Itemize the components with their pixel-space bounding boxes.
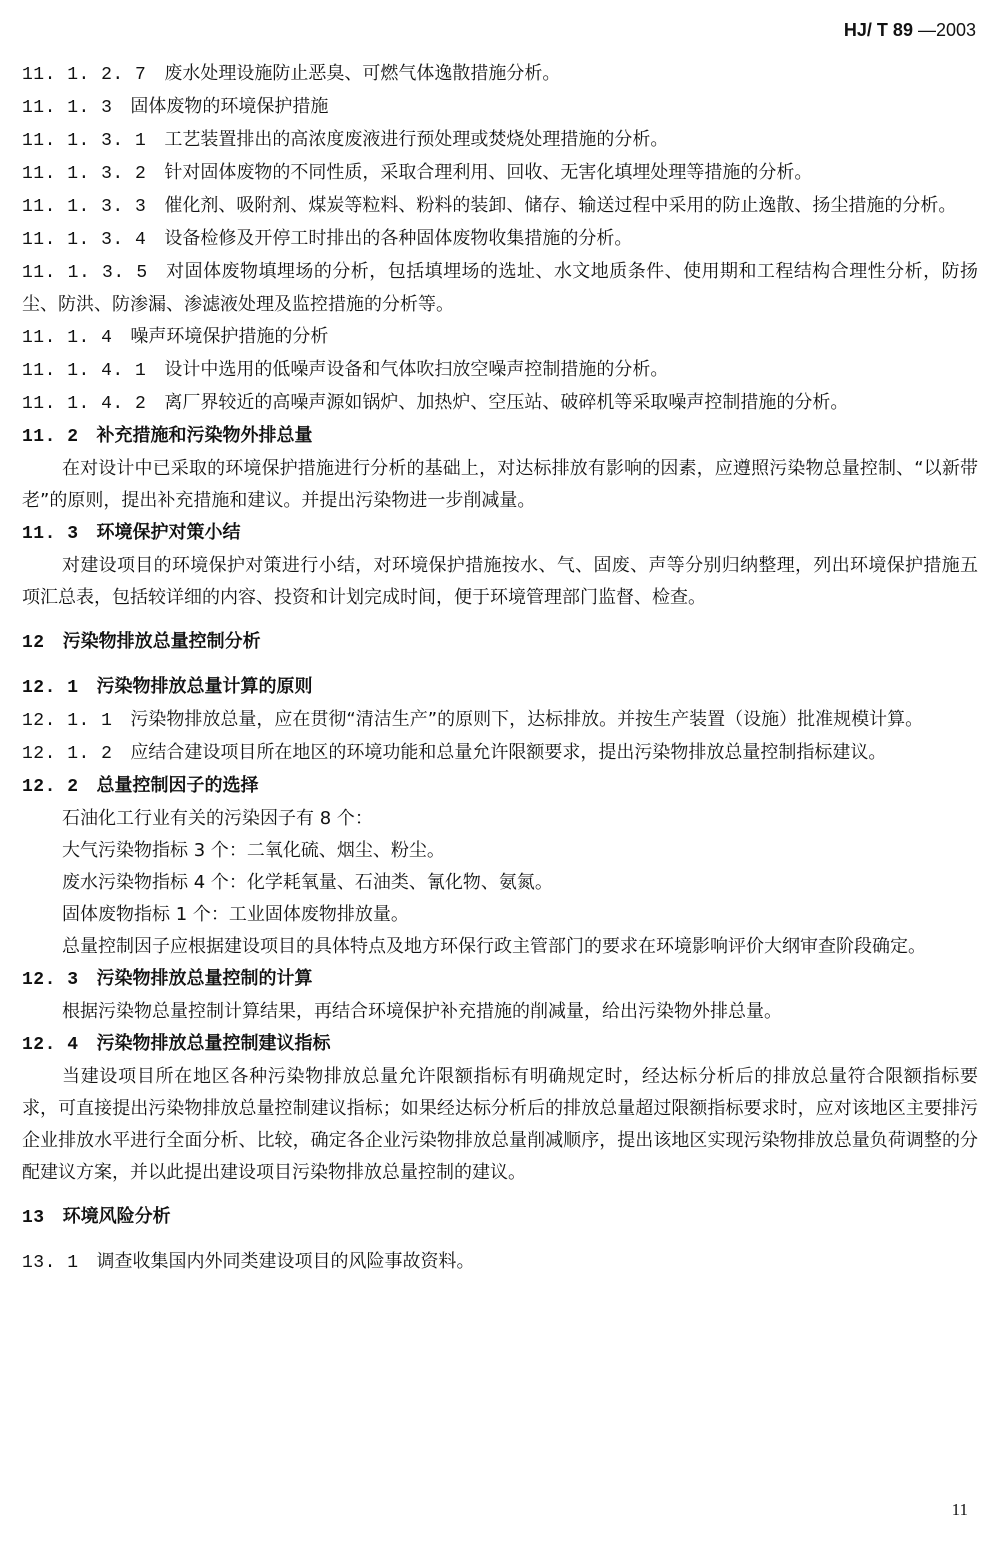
clause-number: 11. 1. 2. 7 [22, 65, 147, 85]
clause-text: 在对设计中已采取的环境保护措施进行分析的基础上，对达标排放有影响的因素，应遵照污染物总量控制、“以新带老”的原则，提出补充措施和建议。并提出污染物进一步削减量。 [22, 458, 978, 511]
clause-number: 11. 1. 3. 5 [22, 263, 148, 283]
clause-number: 13 [22, 1208, 45, 1228]
paragraph [22, 737, 978, 770]
paragraph [22, 704, 978, 737]
paragraph [22, 803, 978, 835]
clause-text: 应结合建设项目所在地区的环境功能和总量允许限额要求，提出污染物排放总量控制指标建议。 [130, 742, 887, 763]
clause-text: 污染物排放总量，应在贯彻“清洁生产”的原则下，达标排放。并按生产装置（设施）批准规模计算。 [130, 709, 924, 730]
clause-number: 12. 4 [22, 1035, 79, 1055]
standard-number: HJ/ T 89 [843, 20, 913, 40]
clause-number: 11. 1. 3 [22, 98, 113, 118]
section-heading [22, 517, 978, 550]
paragraph [22, 550, 978, 614]
clause-number: 11. 3 [22, 524, 79, 544]
clause-number: 12. 3 [22, 970, 79, 990]
clause-text: 废水污染物指标 4 个：化学耗氧量、石油类、氰化物、氨氮。 [62, 872, 553, 893]
clause-text: 催化剂、吸附剂、煤炭等粒料、粉料的装卸、储存、输送过程中采用的防止逸散、扬尘措施的分析。 [164, 195, 957, 216]
clause-text: 根据污染物总量控制计算结果，再结合环境保护补充措施的削减量，给出污染物外排总量。 [62, 1001, 782, 1022]
clause-number: 12. 1. 1 [22, 711, 113, 731]
clause-text: 当建设项目所在地区各种污染物排放总量允许限额指标有明确规定时，经达标分析后的排放总量符合限额指标要求，可直接提出污染物排放总量控制建议指标；如果经达标分析后的排放总量超过限额指标要求时，应对该地区主要排污企业排放水平进行全面分析、比较，确定各企业污染物排放总量削减顺序，提出该地区实现污染物排放总量负荷调整的分配建议方案，并以此提出建设项目污染物排放总量控制的建议。 [22, 1066, 978, 1183]
clause-text: 设备检修及开停工时排出的各种固体废物收集措施的分析。 [164, 228, 633, 249]
clause-text: 噪声环境保护措施的分析 [130, 326, 329, 347]
paragraph [22, 354, 978, 387]
paragraph [22, 835, 978, 867]
paragraph [22, 1061, 978, 1189]
clause-text: 大气污染物指标 3 个：二氧化硫、烟尘、粉尘。 [62, 840, 445, 861]
clause-number: 12. 2 [22, 777, 79, 797]
paragraph [22, 321, 978, 354]
paragraph [22, 256, 978, 321]
section-heading [22, 1028, 978, 1061]
clause-text: 污染物排放总量控制分析 [62, 631, 261, 652]
clause-number: 13. 1 [22, 1253, 79, 1273]
clause-text: 污染物排放总量控制的计算 [96, 968, 313, 989]
clause-number: 11. 2 [22, 427, 79, 447]
clause-number: 11. 1. 4 [22, 328, 113, 348]
clause-text: 环境风险分析 [62, 1206, 171, 1227]
clause-text: 总量控制因子应根据建设项目的具体特点及地方环保行政主管部门的要求在环境影响评价大纲审查阶段确定。 [62, 936, 926, 957]
clause-number: 11. 1. 3. 1 [22, 131, 147, 151]
clause-number: 12 [22, 633, 45, 653]
clause-text: 环境保护对策小结 [96, 522, 241, 543]
section-heading [22, 963, 978, 996]
paragraph [22, 1246, 978, 1279]
paragraph [22, 124, 978, 157]
paragraph [22, 190, 978, 223]
paragraph [22, 931, 978, 963]
paragraph [22, 91, 978, 124]
clause-number: 11. 1. 3. 4 [22, 230, 147, 250]
page-header [844, 20, 976, 41]
section-heading [22, 671, 978, 704]
document-body [22, 58, 978, 1279]
section-heading [22, 626, 978, 659]
clause-text: 固体废物指标 1 个：工业固体废物排放量。 [62, 904, 409, 925]
clause-text: 污染物排放总量计算的原则 [96, 676, 313, 697]
page-number: 11 [951, 1500, 968, 1519]
clause-text: 废水处理设施防止恶臭、可燃气体逸散措施分析。 [164, 63, 561, 84]
clause-text: 污染物排放总量控制建议指标 [96, 1033, 331, 1054]
paragraph [22, 996, 978, 1028]
paragraph [22, 867, 978, 899]
clause-text: 调查收集国内外同类建设项目的风险事故资料。 [96, 1251, 475, 1272]
clause-text: 对建设项目的环境保护对策进行小结，对环境保护措施按水、气、固废、声等分别归纳整理，列出环境保护措施五项汇总表，包括较详细的内容、投资和计划完成时间，便于环境管理部门监督、检查。 [22, 555, 978, 608]
paragraph [22, 157, 978, 190]
clause-text: 补充措施和污染物外排总量 [96, 425, 313, 446]
paragraph [22, 387, 978, 420]
clause-text: 工艺装置排出的高浓度废液进行预处理或焚烧处理措施的分析。 [164, 129, 669, 150]
clause-number: 12. 1. 2 [22, 744, 113, 764]
clause-number: 11. 1. 4. 1 [22, 361, 147, 381]
clause-text: 针对固体废物的不同性质，采取合理利用、回收、无害化填埋处理等措施的分析。 [164, 162, 813, 183]
clause-text: 离厂界较近的高噪声源如锅炉、加热炉、空压站、破碎机等采取噪声控制措施的分析。 [164, 392, 849, 413]
standard-year: —2003 [912, 20, 976, 40]
section-heading [22, 1201, 978, 1234]
clause-text: 固体废物的环境保护措施 [130, 96, 329, 117]
clause-number: 12. 1 [22, 678, 79, 698]
clause-text: 设计中选用的低噪声设备和气体吹扫放空噪声控制措施的分析。 [164, 359, 669, 380]
paragraph [22, 453, 978, 517]
section-heading [22, 420, 978, 453]
clause-text: 对固体废物填埋场的分析，包括填埋场的选址、水文地质条件、使用期和工程结构合理性分析，防扬尘、防洪、防渗漏、渗滤液处理及监控措施的分析等。 [22, 261, 978, 315]
paragraph [22, 58, 978, 91]
clause-text: 总量控制因子的选择 [96, 775, 259, 796]
clause-number: 11. 1. 3. 2 [22, 164, 147, 184]
clause-text: 石油化工行业有关的污染因子有 8 个： [62, 808, 373, 829]
section-heading [22, 770, 978, 803]
paragraph [22, 899, 978, 931]
clause-number: 11. 1. 4. 2 [22, 394, 147, 414]
paragraph [22, 223, 978, 256]
clause-number: 11. 1. 3. 3 [22, 197, 147, 217]
